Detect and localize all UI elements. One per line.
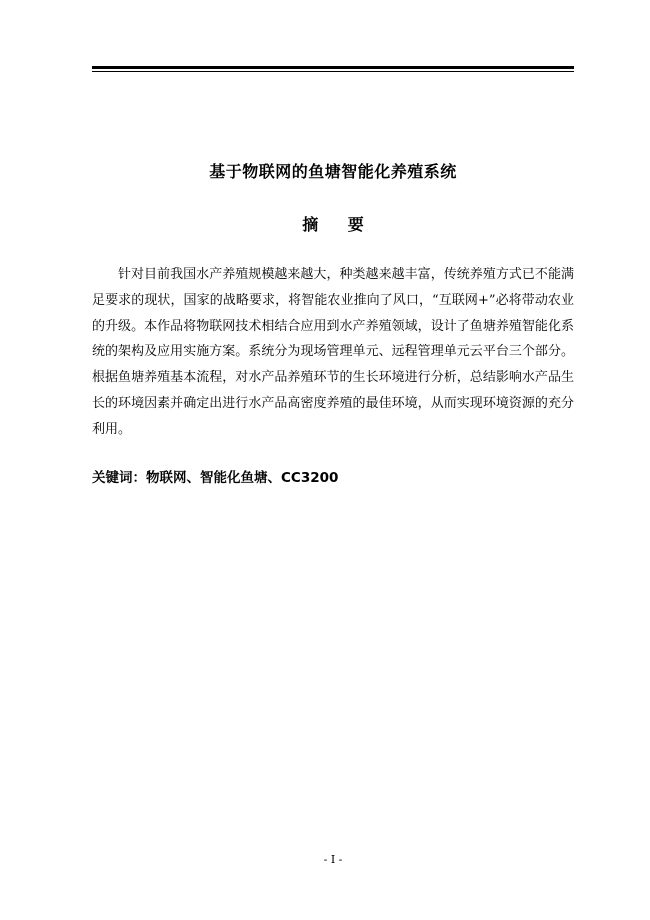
document-title: 基于物联网的鱼塘智能化养殖系统 (209, 162, 457, 181)
abstract-heading: 摘 要 (302, 215, 376, 234)
header-rule-thin (92, 71, 574, 72)
header-rule (92, 66, 574, 69)
page-number: - I - (323, 853, 343, 866)
abstract-paragraph: 针对目前我国水产养殖规模越来越大，种类越来越丰富，传统养殖方式已不能满足要求的现状，国家的战略要求，将智能农业推向了风口，“互联网+”必将带动农业的升级。本作品将物联网技术相结合应用到水产养殖领域，设计了鱼塘养殖智能化系统的架构及应用实施方案。系统分为现场管理单元、远程管理单元云平台三个部分。根据鱼塘养殖基本流程，对水产品养殖环节的生长环境进行分析，总结影响水产品生长的环境因素并确定出进行水产品高密度养殖的最佳环境，从而实现环境资源的充分利用。 (92, 267, 574, 437)
keywords-line: 关键词：物联网、智能化鱼塘、CC3200 (92, 470, 339, 486)
